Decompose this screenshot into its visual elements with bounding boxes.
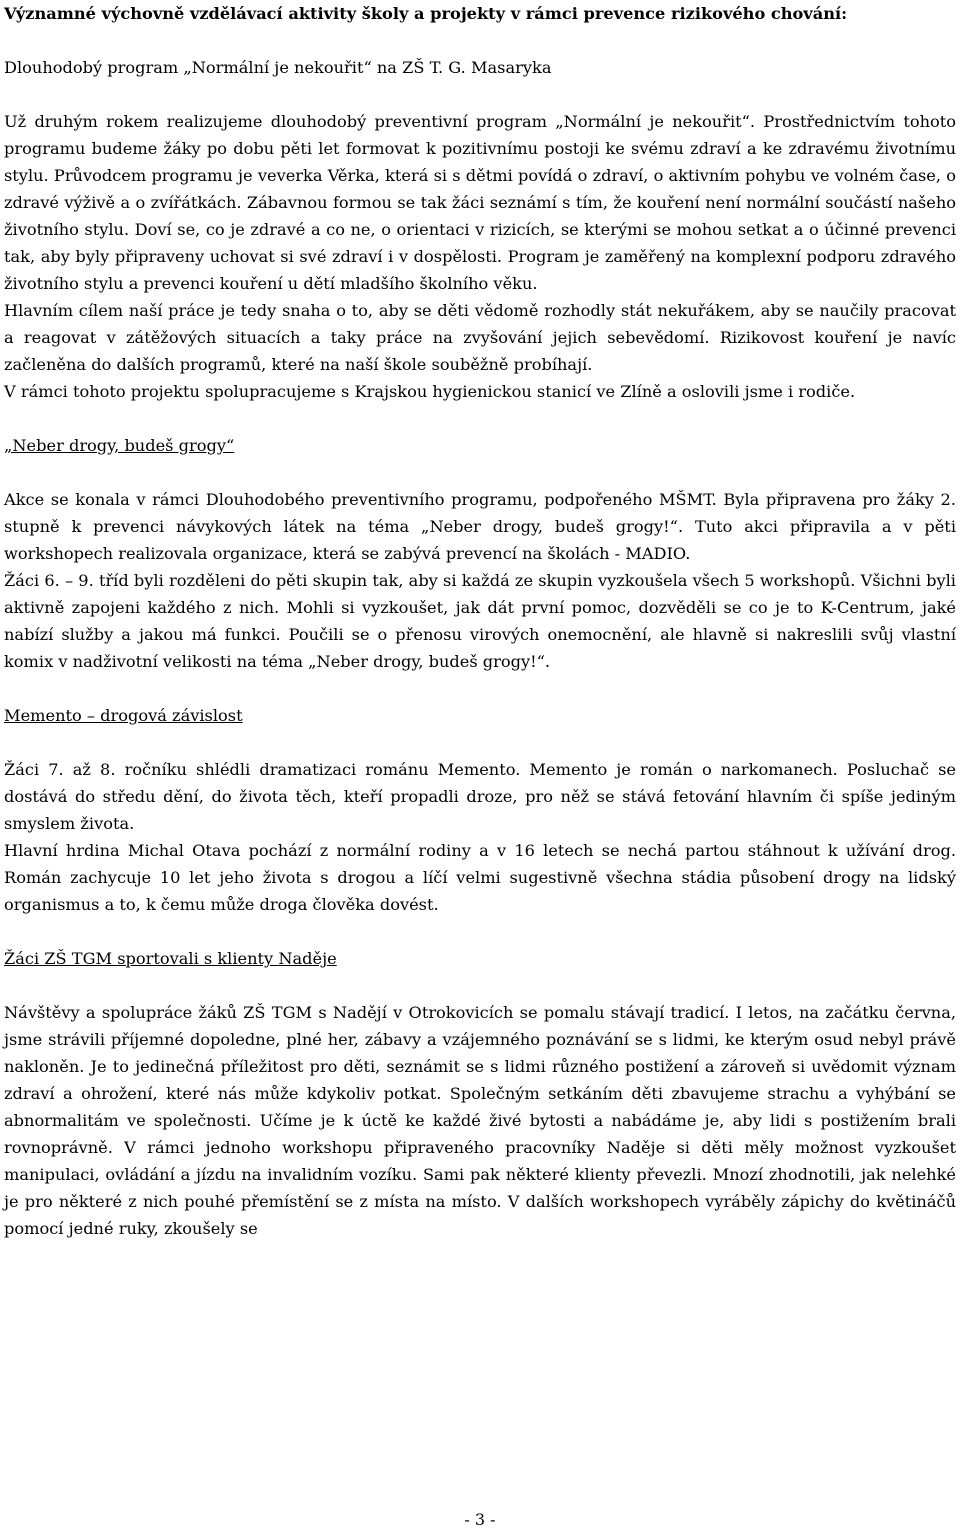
paragraph: V rámci tohoto projektu spolupracujeme s Krajskou hygienickou stanicí ve Zlíně a oslovili jsme i rodiče. — [4, 382, 856, 401]
section-title-nadeje: Žáci ZŠ TGM sportovali s klienty Naděje — [4, 949, 337, 968]
paragraph: Akce se konala v rámci Dlouhodobého preventivního programu, podpořeného MŠMT. Byla připravena pro žáky 2. stupně k prevenci návykových látek na téma „Neber drogy, budeš grogy!“. Tuto akci připravila a v pěti workshopech realizovala organizace, která se zabývá prevencí na školách - MADIO. — [4, 490, 956, 563]
paragraph: Žáci 7. až 8. ročníku shlédli dramatizaci románu Memento. Memento je román o narkomanech. Posluchač se dostává do středu dění, do života těch, kteří propadli droze, pro něž se stává fetování hlavním či spíše jediným smyslem života. — [4, 760, 956, 833]
paragraph: Už druhým rokem realizujeme dlouhodobý preventivní program „Normální je nekouřit“. Prostřednictvím tohoto programu budeme žáky po dobu pěti let formovat k pozitivnímu postoji ke svému zdraví a ke zdravému životnímu stylu. Průvodcem programu je veverka Věrka, která si s dětmi povídá o zdraví, o aktivním pohybu ve volném čase, o zdravé výživě a o zvířátkách. Zábavnou formou se tak žáci seznámí s tím, že kouření není normální součástí našeho životního stylu. Doví se, co je zdravé a co ne, o orientaci v rizicích, se kterými se mohou setkat a o účinné prevenci tak, aby byly připraveny uchovat si své zdraví i v dospělosti. Program je zaměřený na komplexní podporu zdravého životního stylu a prevenci kouření u dětí mladšího školního věku. — [4, 112, 956, 293]
spacer — [4, 918, 956, 945]
paragraph: Hlavním cílem naší práce je tedy snaha o to, aby se děti vědomě rozhodly stát nekuřákem, aby se naučily pracovat a reagovat v zátěžových situacích a taky práce na zvyšování jejich sebevědomí. Rizikovost kouření je navíc začleněna do dalších programů, které na naší škole souběžně probíhají. — [4, 301, 956, 374]
spacer — [4, 675, 956, 702]
spacer — [4, 405, 956, 432]
paragraph: Hlavní hrdina Michal Otava pochází z normální rodiny a v 16 letech se nechá partou stáhnout k užívání drog. Román zachycuje 10 let jeho života s drogou a líčí velmi sugestivně všechna stádia působení drogy na lidský organismus a to, k čemu může droga člověka dovést. — [4, 841, 956, 914]
section-title-normalni-je-nekourit: Dlouhodobý program „Normální je nekouřit“ na ZŠ T. G. Masaryka — [4, 58, 552, 77]
paragraph: Žáci 6. – 9. tříd byli rozděleni do pěti skupin tak, aby si každá ze skupin vyzkoušela všech 5 workshopů. Všichni byli aktivně zapojeni každého z nich. Mohli si vyzkoušet, jak dát první pomoc, dozvěděli se co je to K-Centrum, jaké nabízí služby a jakou má funkci. Poučili se o přenosu virových onemocnění, ale hlavně si nakreslili svůj vlastní komix v nadživotní velikosti na téma „Neber drogy, budeš grogy!“. — [4, 571, 956, 671]
document-heading: Významné výchovně vzdělávací aktivity školy a projekty v rámci prevence rizikového chování: — [4, 4, 848, 23]
document-page — [4, 0, 956, 1242]
paragraph: Návštěvy a spolupráce žáků ZŠ TGM s Nadějí v Otrokovicích se pomalu stávají tradicí. I letos, na začátku června, jsme strávili příjemné dopoledne, plné her, zábavy a vzájemného poznávání se s lidmi, ke kterým osud nebyl právě nakloněn. Je to jedinečná příležitost pro děti, seznámit se s lidmi různého postižení a zároveň si uvědomit význam zdraví a ohrožení, které nás může kdykoliv potkat. Společným setkáním děti zbavujeme strachu a vyhýbání se abnormalitám ve společnosti. Učíme je k úctě ke každé živé bytosti a nabádáme je, aby lidi s postižením brali rovnoprávně. V rámci jednoho workshopu připraveného pracovníky Naděje si děti měly možnost vyzkoušet manipulaci, ovládání a jízdu na invalidním vozíku. Sami pak některé klienty převezli. Mnozí zhodnotili, jak nelehké je pro některé z nich pouhé přemístění se z místa na místo. V dalších workshopech vyráběly zápichy do květináčů pomocí jedné ruky, zkoušely se — [4, 1003, 956, 1238]
spacer — [4, 459, 956, 486]
section-title-memento: Memento – drogová závislost — [4, 706, 243, 725]
spacer — [4, 27, 956, 54]
spacer — [4, 972, 956, 999]
section-title-neber-drogy: „Neber drogy, budeš grogy“ — [4, 436, 235, 455]
page-number: - 3 - — [464, 1510, 496, 1529]
spacer — [4, 81, 956, 108]
spacer — [4, 729, 956, 756]
